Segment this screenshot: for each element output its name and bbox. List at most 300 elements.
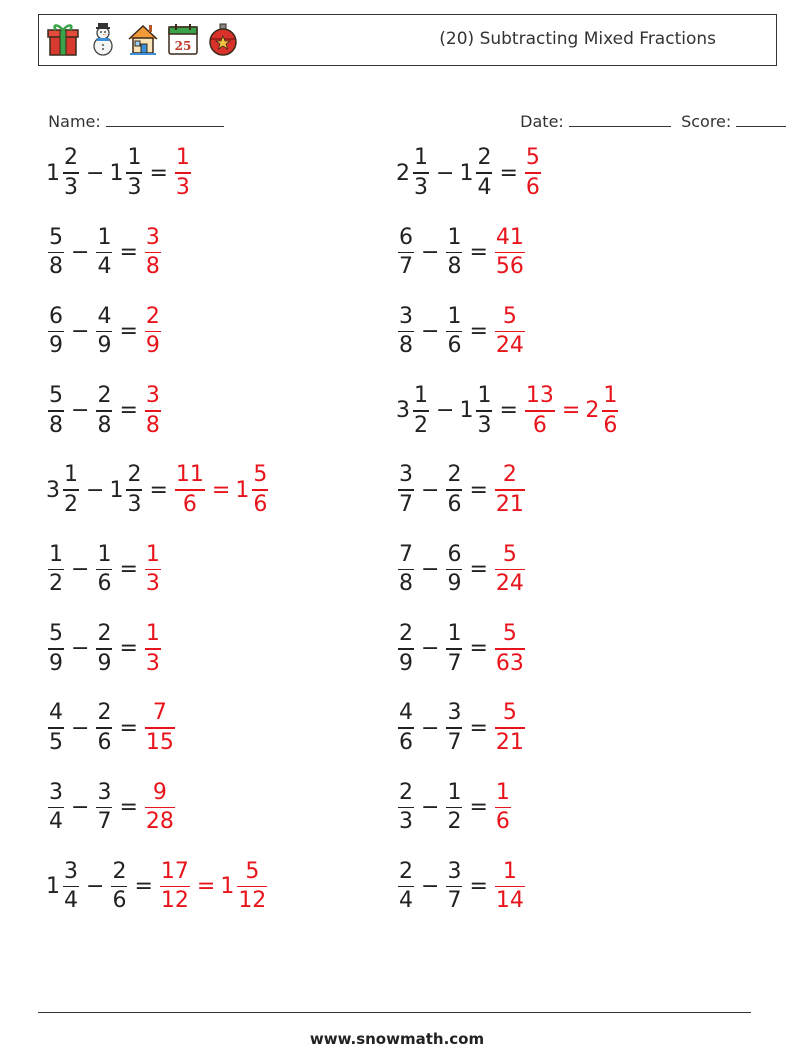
operand-b-numerator: 2 [97, 621, 112, 647]
answer [493, 858, 527, 914]
operand-a-denominator: 3 [64, 174, 78, 200]
answer-numerator: 2 [145, 303, 160, 329]
operand-b-denominator: 6 [447, 333, 462, 359]
footer-site: www.snowmath.com [309, 1030, 485, 1048]
operand-b-mixed-number [444, 623, 464, 675]
operand-b-denominator: 3 [127, 491, 142, 517]
answer-mixed-number [143, 541, 163, 597]
operand-a-numerator: 4 [399, 700, 413, 726]
answer-denominator: 14 [495, 888, 524, 914]
answer [143, 385, 163, 437]
operand-b-denominator: 8 [447, 254, 462, 280]
operand-b-mixed-number [94, 303, 114, 359]
equals-sign: = [119, 794, 138, 820]
operand-a-numerator: 3 [399, 462, 413, 488]
equals-sign: = [469, 794, 488, 820]
answer-numerator: 2 [502, 462, 517, 488]
equals-sign: = [134, 874, 153, 900]
problem-item [396, 381, 620, 441]
answer-mixed-denominator: 6 [253, 491, 268, 517]
operand-b-denominator: 7 [447, 888, 462, 914]
answer-mixed-whole: 1 [220, 874, 235, 900]
operand-b-numerator: 6 [447, 541, 462, 567]
minus-sign: − [421, 319, 440, 345]
operand-b-numerator: 1 [447, 779, 462, 805]
operand-a-numerator: 2 [399, 858, 413, 884]
answer-fraction [175, 147, 191, 199]
operand-a-mixed-number [46, 702, 66, 754]
operand-a-numerator: 6 [49, 303, 63, 329]
answer [143, 702, 177, 754]
operand-a-mixed-number [46, 385, 66, 437]
operand-a-denominator: 2 [64, 491, 78, 517]
answer [493, 224, 527, 280]
problem-item [396, 619, 527, 679]
date-score-field [510, 93, 786, 131]
operand-b-numerator: 3 [447, 858, 462, 884]
minus-sign: − [71, 239, 90, 265]
equals-sign: = [499, 160, 518, 186]
minus-sign: − [71, 319, 90, 345]
operand-a-numerator: 2 [64, 145, 78, 171]
answer-fraction [525, 147, 541, 199]
answer [493, 541, 527, 597]
operand-a-numerator: 5 [49, 224, 63, 250]
answer-denominator: 8 [145, 254, 160, 280]
operand-a-mixed-number [396, 858, 416, 914]
worksheet-header [38, 14, 777, 66]
operand-a-fraction [398, 623, 414, 675]
operand-a-fraction [48, 779, 64, 835]
name-line [106, 112, 224, 127]
answer-denominator: 8 [145, 412, 160, 438]
operand-b-numerator: 3 [97, 779, 112, 805]
answer-fraction [495, 224, 525, 280]
answer-mixed-mixed-number [585, 385, 620, 437]
answer-numerator: 3 [145, 224, 160, 250]
operand-b-denominator: 3 [127, 174, 142, 200]
ornament-icon [207, 21, 239, 57]
answer-numerator: 1 [495, 779, 510, 805]
answer [493, 779, 513, 835]
operand-a-denominator: 4 [399, 888, 413, 914]
minus-sign: − [86, 874, 105, 900]
operand-b-denominator: 6 [447, 491, 462, 517]
operand-b-denominator: 6 [97, 571, 112, 597]
operand-a-mixed-number [396, 385, 431, 437]
operand-a-fraction [398, 464, 414, 516]
operand-a-fraction [398, 224, 414, 280]
operand-b-numerator: 2 [477, 145, 492, 171]
answer-equals-sign: = [561, 398, 581, 424]
answer-mixed-number [158, 858, 192, 914]
operand-b-mixed-number [94, 623, 114, 675]
answer-mixed-number [493, 779, 513, 835]
problem-item [46, 222, 163, 282]
operand-a-denominator: 5 [49, 729, 63, 755]
minus-sign: − [421, 874, 440, 900]
minus-sign: − [86, 160, 105, 186]
operand-b-fraction [476, 385, 492, 437]
operand-a-fraction [413, 147, 429, 199]
snowman-icon [87, 21, 119, 57]
answer [143, 224, 163, 280]
problem-item [396, 222, 527, 282]
minus-sign: − [421, 794, 440, 820]
answer-denominator: 24 [495, 333, 524, 359]
answer-mixed-fraction [237, 858, 267, 914]
operand-b-mixed-number [444, 858, 464, 914]
problem-item [46, 540, 163, 600]
answer-fraction [495, 541, 525, 597]
problem-item [396, 460, 527, 520]
operand-a-fraction [63, 147, 79, 199]
operand-a-fraction [48, 224, 64, 280]
answer-mixed-numerator: 5 [253, 462, 268, 488]
operand-b-mixed-number [444, 702, 464, 754]
equals-sign: = [119, 398, 138, 424]
equals-sign: = [499, 398, 518, 424]
operand-b-mixed-number [109, 858, 129, 914]
answer-denominator: 6 [182, 491, 197, 517]
operand-a-numerator: 3 [49, 779, 63, 805]
equals-sign: = [119, 557, 138, 582]
answer-denominator: 3 [175, 174, 190, 200]
answer-mixed-fraction [602, 385, 618, 437]
equals-sign: = [119, 715, 138, 741]
operand-b-mixed-number [94, 224, 114, 280]
operand-b-fraction [446, 623, 462, 675]
equals-sign: = [469, 715, 488, 741]
minus-sign: − [71, 715, 90, 741]
minus-sign: − [86, 477, 105, 503]
answer [523, 147, 543, 199]
answer-fraction [160, 858, 190, 914]
operand-b-fraction [446, 779, 462, 835]
answer-numerator: 13 [525, 383, 554, 409]
operand-b-mixed-number [459, 147, 494, 199]
answer-denominator: 6 [532, 412, 547, 438]
answer-mixed-number [493, 303, 527, 359]
operand-a-denominator: 8 [399, 333, 413, 359]
operand-b-denominator: 4 [477, 174, 492, 200]
operand-a-fraction [63, 464, 79, 516]
operand-b-numerator: 1 [447, 303, 462, 329]
operand-b-fraction [446, 303, 462, 359]
answer-numerator: 1 [502, 858, 517, 884]
answer-denominator: 3 [145, 650, 160, 676]
date-line [569, 112, 671, 127]
operand-b-denominator: 2 [447, 809, 462, 835]
name-field [38, 93, 224, 131]
operand-b-mixed-number [444, 541, 464, 597]
answer-fraction [145, 224, 161, 280]
minus-sign: − [71, 636, 90, 662]
answer-denominator: 63 [495, 650, 524, 676]
answer-mixed-number [523, 147, 543, 199]
operand-a-denominator: 7 [399, 491, 413, 517]
problem-item [46, 460, 270, 520]
minus-sign: − [436, 398, 455, 424]
operand-b-numerator: 1 [477, 383, 492, 409]
operand-b-denominator: 9 [97, 650, 112, 676]
operand-a-denominator: 6 [399, 729, 413, 755]
operand-a-denominator: 8 [399, 571, 413, 597]
operand-a-denominator: 9 [49, 333, 63, 359]
operand-b-whole: 1 [459, 398, 474, 424]
worksheet-title: (20) Subtracting Mixed Fractions [439, 29, 716, 49]
operand-b-numerator: 2 [97, 383, 112, 409]
minus-sign: − [71, 398, 90, 424]
answer [143, 541, 163, 597]
answer-denominator: 21 [495, 729, 524, 755]
problem-item [46, 302, 163, 362]
operand-a-fraction [398, 702, 414, 754]
answer [143, 623, 163, 675]
equals-sign: = [149, 477, 168, 503]
answer [158, 858, 269, 914]
operand-a-denominator: 3 [414, 174, 428, 200]
gift-icon [47, 21, 79, 57]
calendar-icon [167, 21, 199, 57]
operand-a-fraction [48, 623, 64, 675]
answer-mixed-number [173, 464, 207, 516]
operand-a-mixed-number [396, 147, 431, 199]
answer-numerator: 1 [145, 541, 160, 567]
operand-b-denominator: 7 [97, 809, 112, 835]
operand-b-fraction [96, 541, 112, 597]
operand-a-whole: 1 [46, 160, 60, 186]
problem-item [396, 540, 527, 600]
answer-numerator: 9 [152, 779, 167, 805]
minus-sign: − [421, 715, 440, 741]
operand-b-denominator: 9 [447, 571, 462, 597]
answer-mixed-whole: 2 [585, 398, 600, 424]
operand-b-mixed-number [459, 385, 494, 437]
answer-mixed-number [493, 858, 527, 914]
answer-mixed-mixed-number [220, 858, 269, 914]
answer-denominator: 28 [145, 809, 174, 835]
answer-fraction [145, 385, 161, 437]
answer-fraction [495, 858, 525, 914]
equals-sign: = [469, 319, 488, 345]
operand-b-mixed-number [94, 541, 114, 597]
answer-numerator: 5 [502, 621, 517, 647]
operand-b-mixed-number [444, 779, 464, 835]
answer-mixed-number [143, 623, 163, 675]
answer-mixed-denominator: 6 [603, 412, 618, 438]
answer-equals-sign: = [196, 874, 216, 900]
operand-a-whole: 2 [396, 160, 410, 186]
answer-mixed-number [143, 702, 177, 754]
operand-a-denominator: 2 [414, 412, 428, 438]
operand-a-mixed-number [46, 541, 66, 597]
problem-item [46, 777, 177, 837]
operand-b-fraction [446, 702, 462, 754]
answer-denominator: 9 [145, 333, 160, 359]
operand-b-denominator: 7 [447, 650, 462, 676]
operand-a-fraction [48, 385, 64, 437]
minus-sign: − [421, 636, 440, 662]
minus-sign: − [71, 794, 90, 820]
answer-fraction [145, 541, 161, 597]
answer-numerator: 41 [495, 224, 524, 250]
problem-item [46, 381, 163, 441]
operand-a-numerator: 5 [49, 383, 63, 409]
footer-divider [38, 1012, 751, 1013]
answer-numerator: 5 [502, 541, 517, 567]
answer-numerator: 1 [145, 621, 160, 647]
operand-a-mixed-number [46, 147, 81, 199]
operand-a-mixed-number [396, 464, 416, 516]
operand-a-numerator: 2 [399, 779, 413, 805]
operand-b-fraction [96, 779, 112, 835]
operand-a-mixed-number [396, 623, 416, 675]
operand-a-numerator: 3 [399, 303, 413, 329]
operand-b-whole: 1 [459, 160, 474, 186]
operand-b-whole: 1 [109, 160, 124, 186]
answer [173, 147, 193, 199]
house-icon [127, 21, 159, 57]
minus-sign: − [421, 239, 440, 265]
operand-a-mixed-number [46, 623, 66, 675]
minus-sign: − [71, 557, 90, 582]
answer-mixed-number [493, 224, 527, 280]
answer [493, 464, 527, 516]
operand-a-fraction [398, 541, 414, 597]
operand-b-fraction [111, 858, 127, 914]
operand-a-numerator: 5 [49, 621, 63, 647]
answer-denominator: 15 [145, 729, 174, 755]
answer-fraction [495, 464, 525, 516]
operand-b-fraction [96, 623, 112, 675]
answer-mixed-mixed-number [235, 464, 270, 516]
operand-b-fraction [446, 858, 462, 914]
operand-b-mixed-number [94, 702, 114, 754]
equals-sign: = [469, 636, 488, 662]
equals-sign: = [119, 319, 138, 345]
operand-a-mixed-number [396, 541, 416, 597]
equals-sign: = [469, 477, 488, 503]
problem-item [396, 857, 527, 917]
problem-item [46, 698, 177, 758]
answer-mixed-number [143, 779, 177, 835]
operand-a-whole: 1 [46, 874, 60, 900]
answer-mixed-whole: 1 [235, 477, 250, 503]
minus-sign: − [421, 477, 440, 503]
operand-a-denominator: 7 [399, 254, 413, 280]
answer-fraction [495, 702, 525, 754]
operand-a-fraction [48, 541, 64, 597]
equals-sign: = [149, 160, 168, 186]
answer-denominator: 3 [145, 571, 160, 597]
operand-b-denominator: 6 [97, 729, 112, 755]
answer-denominator: 6 [525, 174, 540, 200]
answer-mixed-number [143, 303, 163, 359]
operand-a-denominator: 4 [49, 809, 63, 835]
answer-denominator: 24 [495, 571, 524, 597]
answer-numerator: 5 [502, 303, 517, 329]
minus-sign: − [436, 160, 455, 186]
answer [493, 303, 527, 359]
operand-b-numerator: 4 [97, 303, 112, 329]
score-line [736, 112, 786, 127]
answer-denominator: 56 [495, 254, 524, 280]
name-label: Name: [48, 112, 101, 131]
answer [493, 623, 527, 675]
answer-mixed-numerator: 5 [245, 858, 260, 884]
header-icons [47, 21, 239, 57]
answer-numerator: 7 [152, 700, 167, 726]
answer-fraction [495, 623, 525, 675]
operand-b-denominator: 4 [97, 254, 112, 280]
operand-a-denominator: 2 [49, 571, 63, 597]
equals-sign: = [119, 239, 138, 265]
answer-fraction [145, 303, 161, 359]
answer-mixed-number [493, 464, 527, 516]
operand-b-numerator: 1 [97, 541, 112, 567]
answer-equals-sign: = [211, 477, 231, 503]
operand-b-whole: 1 [109, 477, 124, 503]
operand-a-mixed-number [396, 224, 416, 280]
operand-b-fraction [126, 464, 142, 516]
operand-b-mixed-number [94, 385, 114, 437]
answer-numerator: 1 [175, 145, 190, 171]
problem-item [46, 143, 193, 203]
equals-sign: = [469, 874, 488, 900]
operand-b-numerator: 1 [97, 224, 112, 250]
operand-a-denominator: 9 [399, 650, 413, 676]
problem-item [396, 143, 543, 203]
score-label: Score: [681, 112, 732, 131]
operand-a-mixed-number [46, 464, 81, 516]
answer-mixed-number [493, 623, 527, 675]
operand-a-numerator: 1 [414, 145, 428, 171]
operand-b-mixed-number [94, 779, 114, 835]
operand-a-mixed-number [396, 779, 416, 835]
answer-mixed-number [493, 702, 527, 754]
operand-b-fraction [446, 224, 462, 280]
operand-b-numerator: 1 [447, 224, 462, 250]
operand-b-denominator: 7 [447, 729, 462, 755]
problem-item [46, 857, 269, 917]
answer-mixed-number [143, 385, 163, 437]
answer-denominator: 12 [160, 888, 189, 914]
answer [493, 702, 527, 754]
operand-b-mixed-number [444, 464, 464, 516]
equals-sign: = [469, 239, 488, 265]
operand-b-fraction [446, 541, 462, 597]
operand-a-numerator: 1 [64, 462, 78, 488]
operand-a-numerator: 3 [64, 858, 78, 884]
operand-b-numerator: 2 [97, 700, 112, 726]
operand-a-numerator: 1 [414, 383, 428, 409]
operand-a-fraction [398, 779, 414, 835]
answer-fraction [495, 303, 525, 359]
answer-fraction [145, 702, 175, 754]
operand-b-numerator: 1 [127, 145, 142, 171]
operand-a-fraction [48, 702, 64, 754]
answer-numerator: 3 [145, 383, 160, 409]
answer-fraction [175, 464, 205, 516]
operand-b-mixed-number [444, 224, 464, 280]
operand-a-numerator: 1 [49, 541, 63, 567]
operand-a-fraction [413, 385, 429, 437]
equals-sign: = [469, 557, 488, 582]
problem-item [396, 302, 527, 362]
answer-numerator: 11 [175, 462, 204, 488]
date-label: Date: [520, 112, 564, 131]
